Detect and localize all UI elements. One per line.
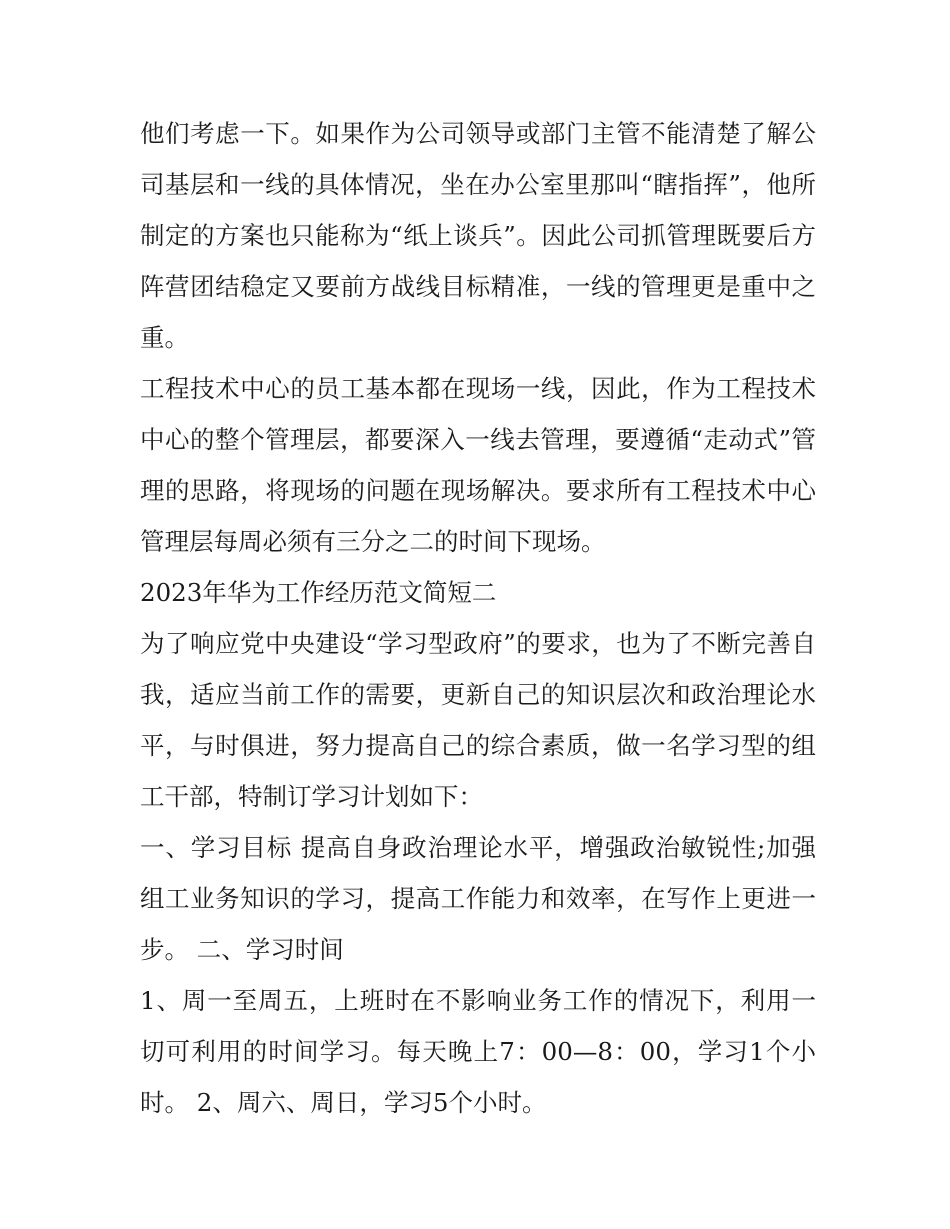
paragraph-engineering-center: 工程技术中心的员工基本都在现场一线，因此，作为工程技术中心的整个管理层，都要深入一线去管理，要遵循“走动式”管理的思路，将现场的问题在现场解决。要求所有工程技术中心管理层每周必须有三分之二的时间下现场。 xyxy=(140,374,816,556)
paragraph-study-schedule: 1、周一至周五，上班时在不影响业务工作的情况下，利用一切可利用的时间学习。每天晚上7：00—8：00，学习1个小时。 2、周六、周日，学习5个小时。 xyxy=(140,986,816,1117)
section-heading: 2023年华为工作经历范文简短二 xyxy=(140,578,497,607)
paragraph-study-plan-intro: 为了响应党中央建设“学习型政府”的要求，也为了不断完善自我，适应当前工作的需要，更新自己的知识层次和政治理论水平，与时俱进，努力提高自己的综合素质，做一名学习型的组工干部，特制订学习计划如下： xyxy=(140,629,816,811)
document-body xyxy=(140,108,816,1128)
paragraph-intro-continuation: 他们考虑一下。如果作为公司领导或部门主管不能清楚了解公司基层和一线的具体情况，坐在办公室里那叫“瞎指挥”，他所制定的方案也只能称为“纸上谈兵”。因此公司抓管理既要后方阵营团结稳定又要前方战线目标精准，一线的管理更是重中之重。 xyxy=(140,119,816,352)
paragraph-study-goals: 一、学习目标 提高自身政治理论水平，增强政治敏锐性;加强组工业务知识的学习，提高工作能力和效率，在写作上更进一步。 二、学习时间 xyxy=(140,833,816,964)
